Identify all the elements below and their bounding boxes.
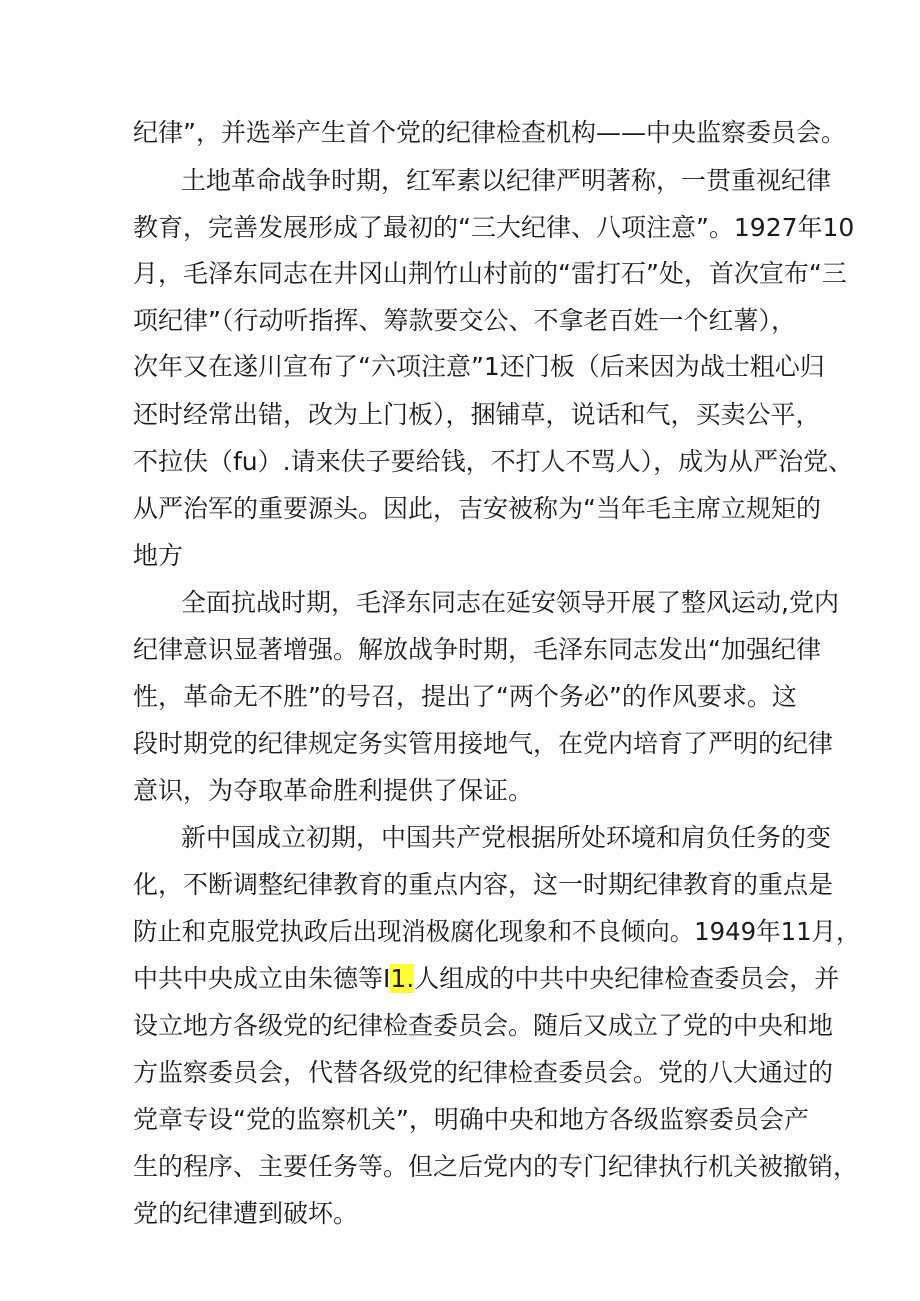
text-line: 性，革命无不胜”的号召，提出了“两个务必”的作风要求。这 [133,682,797,711]
text-line: 月，毛泽东同志在井冈山荆竹山村前的“雷打石”处，首次宣布“三 [133,259,847,288]
text-segment: 人组成的中共中央纪律检查委员会，并 [414,964,840,993]
text-line: 次年又在遂川宣布了“六项注意”1还门板（后来因为战士粗心归 [133,352,825,381]
text-line: 党章专设“党的监察机关”，明确中央和地方各级监察委员会产 [133,1105,809,1134]
paragraph-start: 全面抗战时期，毛泽东同志在延安领导开展了整风运动,党内 [181,588,839,617]
text-line: 地方 [133,541,184,570]
text-line: 方监察委员会，代替各级党的纪律检查委员会。党的八大通过的 [133,1058,834,1087]
text-line: 纪律”，并选举产生首个党的纪律检查机构——中央监察委员会。 [133,118,846,147]
text-segment: 中共中央成立由朱德等I [133,964,391,993]
text-line: 项纪律”（行动听指挥、筹款要交公、不拿老百姓一个红薯）， [133,306,796,335]
highlighted-text: 1. [390,964,415,993]
paragraph-start: 土地革命战争时期，红军素以纪律严明著称，一贯重视纪律 [181,166,832,195]
text-line: 化，不断调整纪律教育的重点内容，这一时期纪律教育的重点是 [133,870,834,899]
text-line: 段时期党的纪律规定务实管用接地气，在党内培育了严明的纪律 [133,729,834,758]
text-line: 从严治军的重要源头。因此，吉安被称为“当年毛主席立规矩的 [133,494,821,523]
text-line: 防止和克服党执政后出现消极腐化现象和不良倾向。1949年11月， [133,917,861,946]
text-line: 设立地方各级党的纪律检查委员会。随后又成立了党的中央和地 [133,1011,834,1040]
text-line: 还时经常出错，改为上门板），捆铺草，说话和气，买卖公平， [133,400,821,429]
paragraph-start: 新中国成立初期，中国共产党根据所处环境和肩负任务的变 [181,823,832,852]
text-line: 教育，完善发展形成了最初的“三大纪律、八项注意”。1927年10 [133,213,855,242]
text-line: 意识，为夺取革命胜利提供了保证。 [133,776,534,805]
text-line-with-highlight [133,962,839,996]
text-line: 不拉伕（fu）.请来伕子要给钱，不打人不骂人），成为从严治党、 [133,447,854,476]
text-line: 纪律意识显著增强。解放战争时期，毛泽东同志发出“加强纪律 [133,635,821,664]
text-line: 生的程序、主要任务等。但之后党内的专门纪律执行机关被撤销， [133,1152,859,1181]
text-line: 党的纪律遭到破坏。 [133,1199,359,1228]
